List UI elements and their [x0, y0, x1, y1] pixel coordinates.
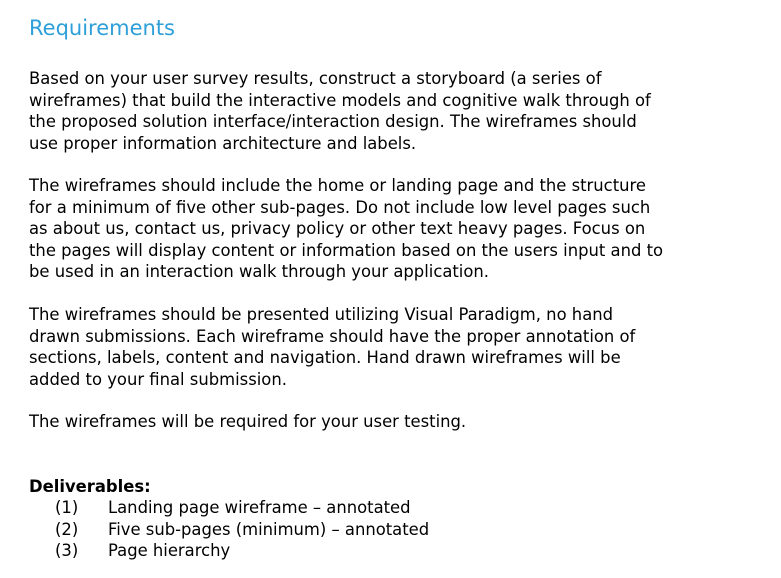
text-line: The wireframes will be required for your user testing. — [29, 412, 467, 431]
text-line: sections, labels, content and navigation. Hand drawn wireframes will be — [29, 348, 621, 367]
paragraph-testing — [29, 411, 466, 433]
text-line: The wireframes should be presented utilizing Visual Paradigm, no hand — [29, 305, 614, 324]
list-item — [55, 540, 429, 562]
list-item-number: (2) — [55, 519, 79, 539]
text-line: The wireframes should include the home or landing page and the structure — [29, 176, 646, 195]
list-item — [55, 519, 429, 541]
text-line: as about us, contact us, privacy policy or other text heavy pages. Focus on — [29, 219, 646, 238]
text-line: be used in an interaction walk through your application. — [29, 262, 489, 281]
paragraph-storyboard — [29, 68, 651, 154]
list-item-text: Landing page wireframe – annotated — [108, 498, 411, 517]
text-line: the pages will display content or information based on the users input and to — [29, 240, 664, 260]
text-line: for a minimum of five other sub-pages. Do not include low level pages such — [29, 197, 651, 217]
text-line: the proposed solution interface/interaction design. The wireframes should — [29, 112, 637, 131]
paragraph-tooling — [29, 304, 635, 390]
text-line: added to your final submission. — [29, 369, 287, 389]
text-line: drawn submissions. Each wireframe should have the proper annotation of — [29, 326, 636, 346]
list-item-number: (1) — [55, 498, 79, 517]
list-item-text: Page hierarchy — [108, 541, 231, 560]
list-item-number: (3) — [55, 541, 79, 560]
text-line: Based on your user survey results, construct a storyboard (a series of — [29, 69, 602, 88]
page-title: Requirements — [29, 16, 175, 40]
deliverables-heading: Deliverables: — [29, 477, 151, 496]
text-line: wireframes) that build the interactive models and cognitive walk through of — [29, 90, 651, 110]
list-item-text: Five sub-pages (minimum) – annotated — [108, 519, 430, 539]
paragraph-structure — [29, 175, 663, 283]
deliverables-list — [55, 497, 429, 562]
text-line: use proper information architecture and labels. — [29, 133, 417, 153]
list-item — [55, 497, 429, 519]
